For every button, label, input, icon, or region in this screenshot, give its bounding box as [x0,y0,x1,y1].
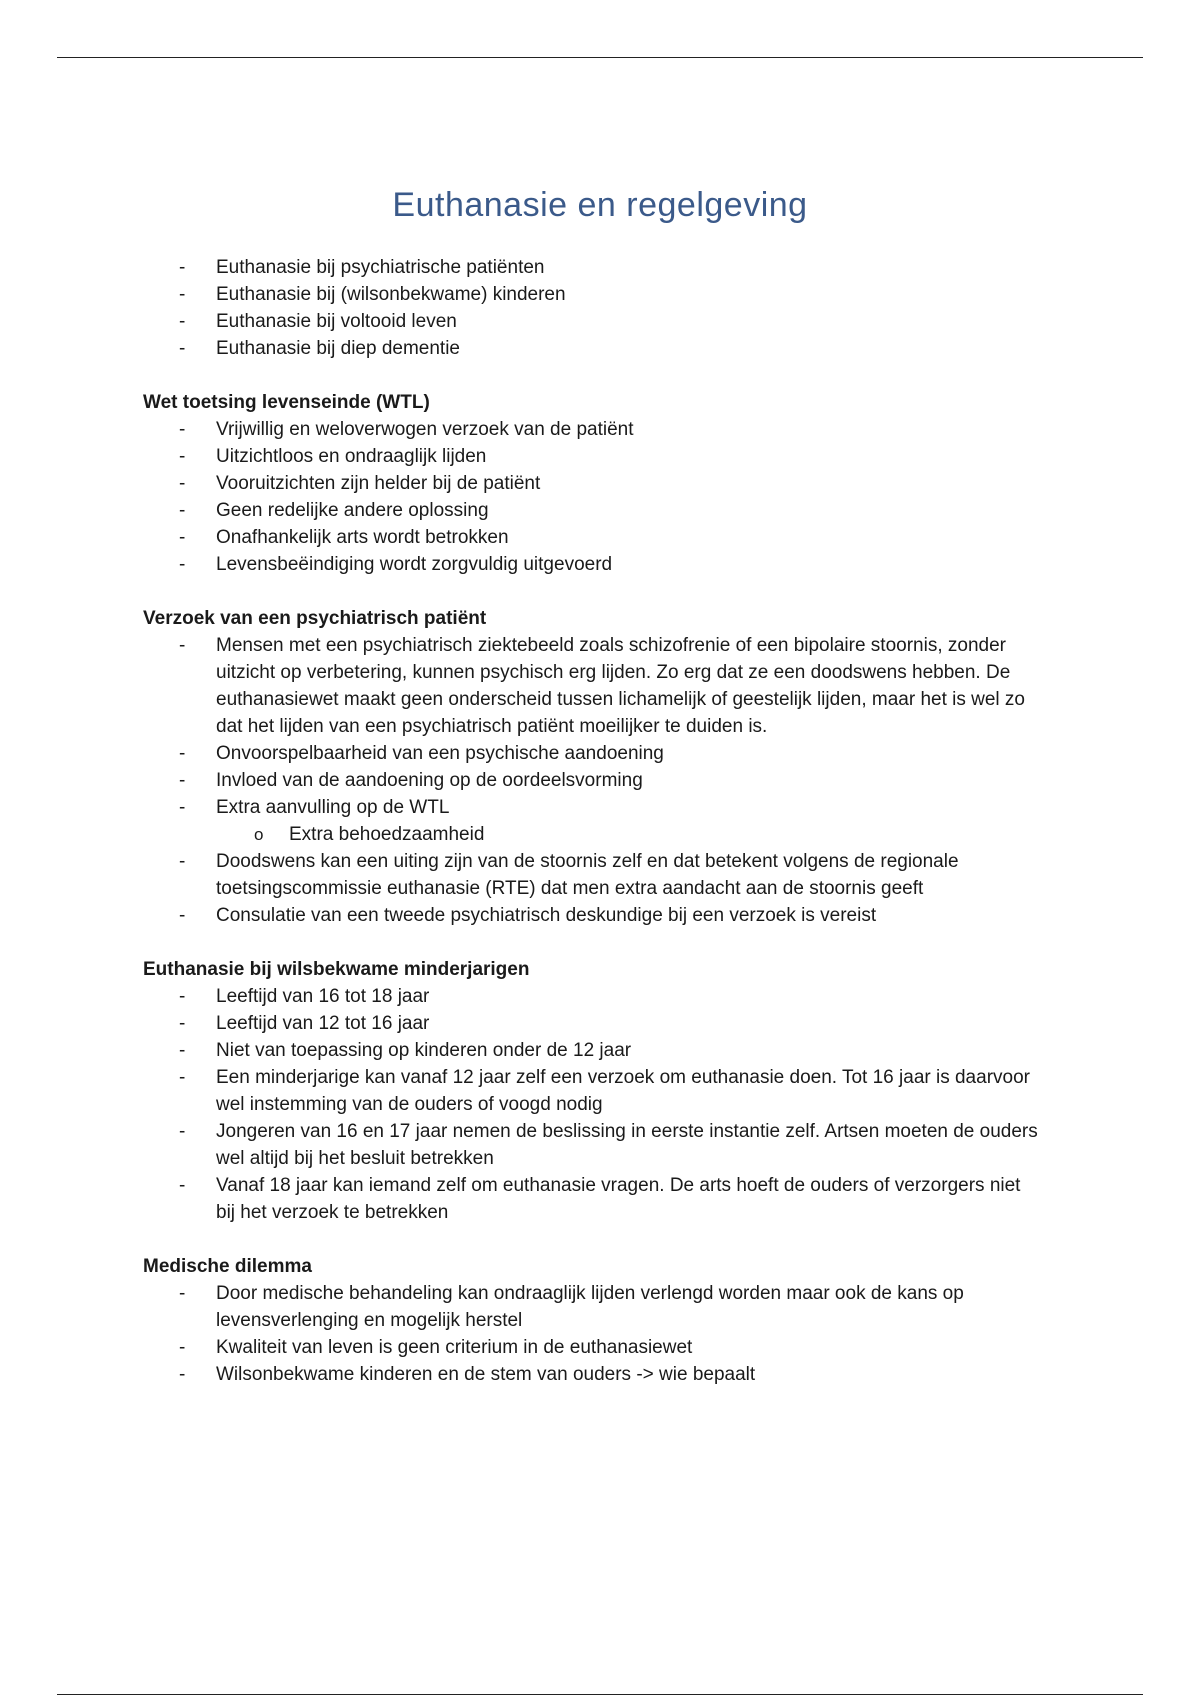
dash-bullet: - [179,851,186,872]
list-item: - Euthanasie bij psychiatrische patiënten [143,254,1043,281]
document-body [143,254,1043,1388]
section-heading-minors: Euthanasie bij wilsbekwame minderjarigen [143,959,530,980]
list-item: - Door medische behandeling kan ondraaglijk lijden verlengd worden maar ook de kans op levensverlenging en mogelijk herstel [143,1280,1043,1334]
wtl-list [143,416,1043,578]
dash-bullet: - [179,284,186,305]
minors-list [143,983,1043,1226]
list-item: - Mensen met een psychiatrisch ziektebeeld zoals schizofrenie of een bipolaire stoornis, zonder uitzicht op verbetering, kunnen psychisch erg lijden. Zo erg dat ze een doodswens hebben. De euthanasiewet maakt geen onderscheid tussen lichamelijk of geestelijk lijden, maar het is wel zo dat het lijden van een psychiatrisch patiënt moeilijker te duiden is. [143,632,1043,740]
list-item: - Vooruitzichten zijn helder bij de patiënt [143,470,1043,497]
dash-bullet: - [179,1337,186,1358]
dash-bullet: - [179,635,186,656]
wtl-section [143,389,1043,578]
list-item: - Jongeren van 16 en 17 jaar nemen de beslissing in eerste instantie zelf. Artsen moeten de ouders wel altijd bij het besluit betrekken [143,1118,1043,1172]
sub-list [216,821,1043,848]
list-item: - Onafhankelijk arts wordt betrokken [143,524,1043,551]
section-heading-wtl: Wet toetsing levenseinde (WTL) [143,392,430,413]
list-item: - Wilsonbekwame kinderen en de stem van ouders -> wie bepaalt [143,1361,1043,1388]
list-item: - Geen redelijke andere oplossing [143,497,1043,524]
dash-bullet: - [179,1283,186,1304]
list-item: - Uitzichtloos en ondraaglijk lijden [143,443,1043,470]
list-item: - Niet van toepassing op kinderen onder de 12 jaar [143,1037,1043,1064]
dash-bullet: - [179,1040,186,1061]
page-title: Euthanasie en regelgeving [392,185,808,224]
dash-bullet: - [179,905,186,926]
dash-bullet: - [179,986,186,1007]
intro-section [143,254,1043,362]
dash-bullet: - [179,743,186,764]
list-item: - Euthanasie bij diep dementie [143,335,1043,362]
list-item: - Leeftijd van 12 tot 16 jaar [143,1010,1043,1037]
list-item: - Leeftijd van 16 tot 18 jaar [143,983,1043,1010]
dash-bullet: - [179,338,186,359]
minors-section [143,956,1043,1226]
sub-list-item: o Extra behoedzaamheid [216,821,1043,848]
header-rule [57,57,1143,58]
dash-bullet: - [179,1067,186,1088]
psychiatric-section [143,605,1043,929]
dash-bullet: - [179,446,186,467]
dash-bullet: - [179,797,186,818]
list-item: - Euthanasie bij voltooid leven [143,308,1043,335]
dash-bullet: - [179,1121,186,1142]
dash-bullet: - [179,500,186,521]
list-item: - Invloed van de aandoening op de oordeelsvorming [143,767,1043,794]
dilemma-list [143,1280,1043,1388]
list-item: - Doodswens kan een uiting zijn van de stoornis zelf en dat betekent volgens de regionale toetsingscommissie euthanasie (RTE) dat men extra aandacht aan de stoornis geeft [143,848,1043,902]
list-item: - Consulatie van een tweede psychiatrisch deskundige bij een verzoek is vereist [143,902,1043,929]
section-heading-psychiatric: Verzoek van een psychiatrisch patiënt [143,608,487,629]
dash-bullet: - [179,527,186,548]
dash-bullet: - [179,1175,186,1196]
list-item: - Vanaf 18 jaar kan iemand zelf om euthanasie vragen. De arts hoeft de ouders of verzorgers niet bij het verzoek te betrekken [143,1172,1043,1226]
dash-bullet: - [179,257,186,278]
dash-bullet: - [179,473,186,494]
circle-bullet: o [254,825,264,844]
dash-bullet: - [179,770,186,791]
section-heading-dilemma: Medische dilemma [143,1256,312,1277]
list-item: - Euthanasie bij (wilsonbekwame) kinderen [143,281,1043,308]
list-item: - Een minderjarige kan vanaf 12 jaar zelf een verzoek om euthanasie doen. Tot 16 jaar is daarvoor wel instemming van de ouders of voogd nodig [143,1064,1043,1118]
dash-bullet: - [179,1364,186,1385]
intro-list [143,254,1043,362]
list-item: - Extra aanvulling op de WTL o Extra behoedzaamheid [143,794,1043,848]
dash-bullet: - [179,311,186,332]
list-item: - Vrijwillig en weloverwogen verzoek van de patiënt [143,416,1043,443]
list-item: - Onvoorspelbaarheid van een psychische aandoening [143,740,1043,767]
list-item: - Levensbeëindiging wordt zorgvuldig uitgevoerd [143,551,1043,578]
dash-bullet: - [179,1013,186,1034]
dash-bullet: - [179,419,186,440]
dilemma-section [143,1253,1043,1388]
footer-rule [57,1694,1143,1695]
dash-bullet: - [179,554,186,575]
psychiatric-list [143,632,1043,929]
list-item: - Kwaliteit van leven is geen criterium in de euthanasiewet [143,1334,1043,1361]
